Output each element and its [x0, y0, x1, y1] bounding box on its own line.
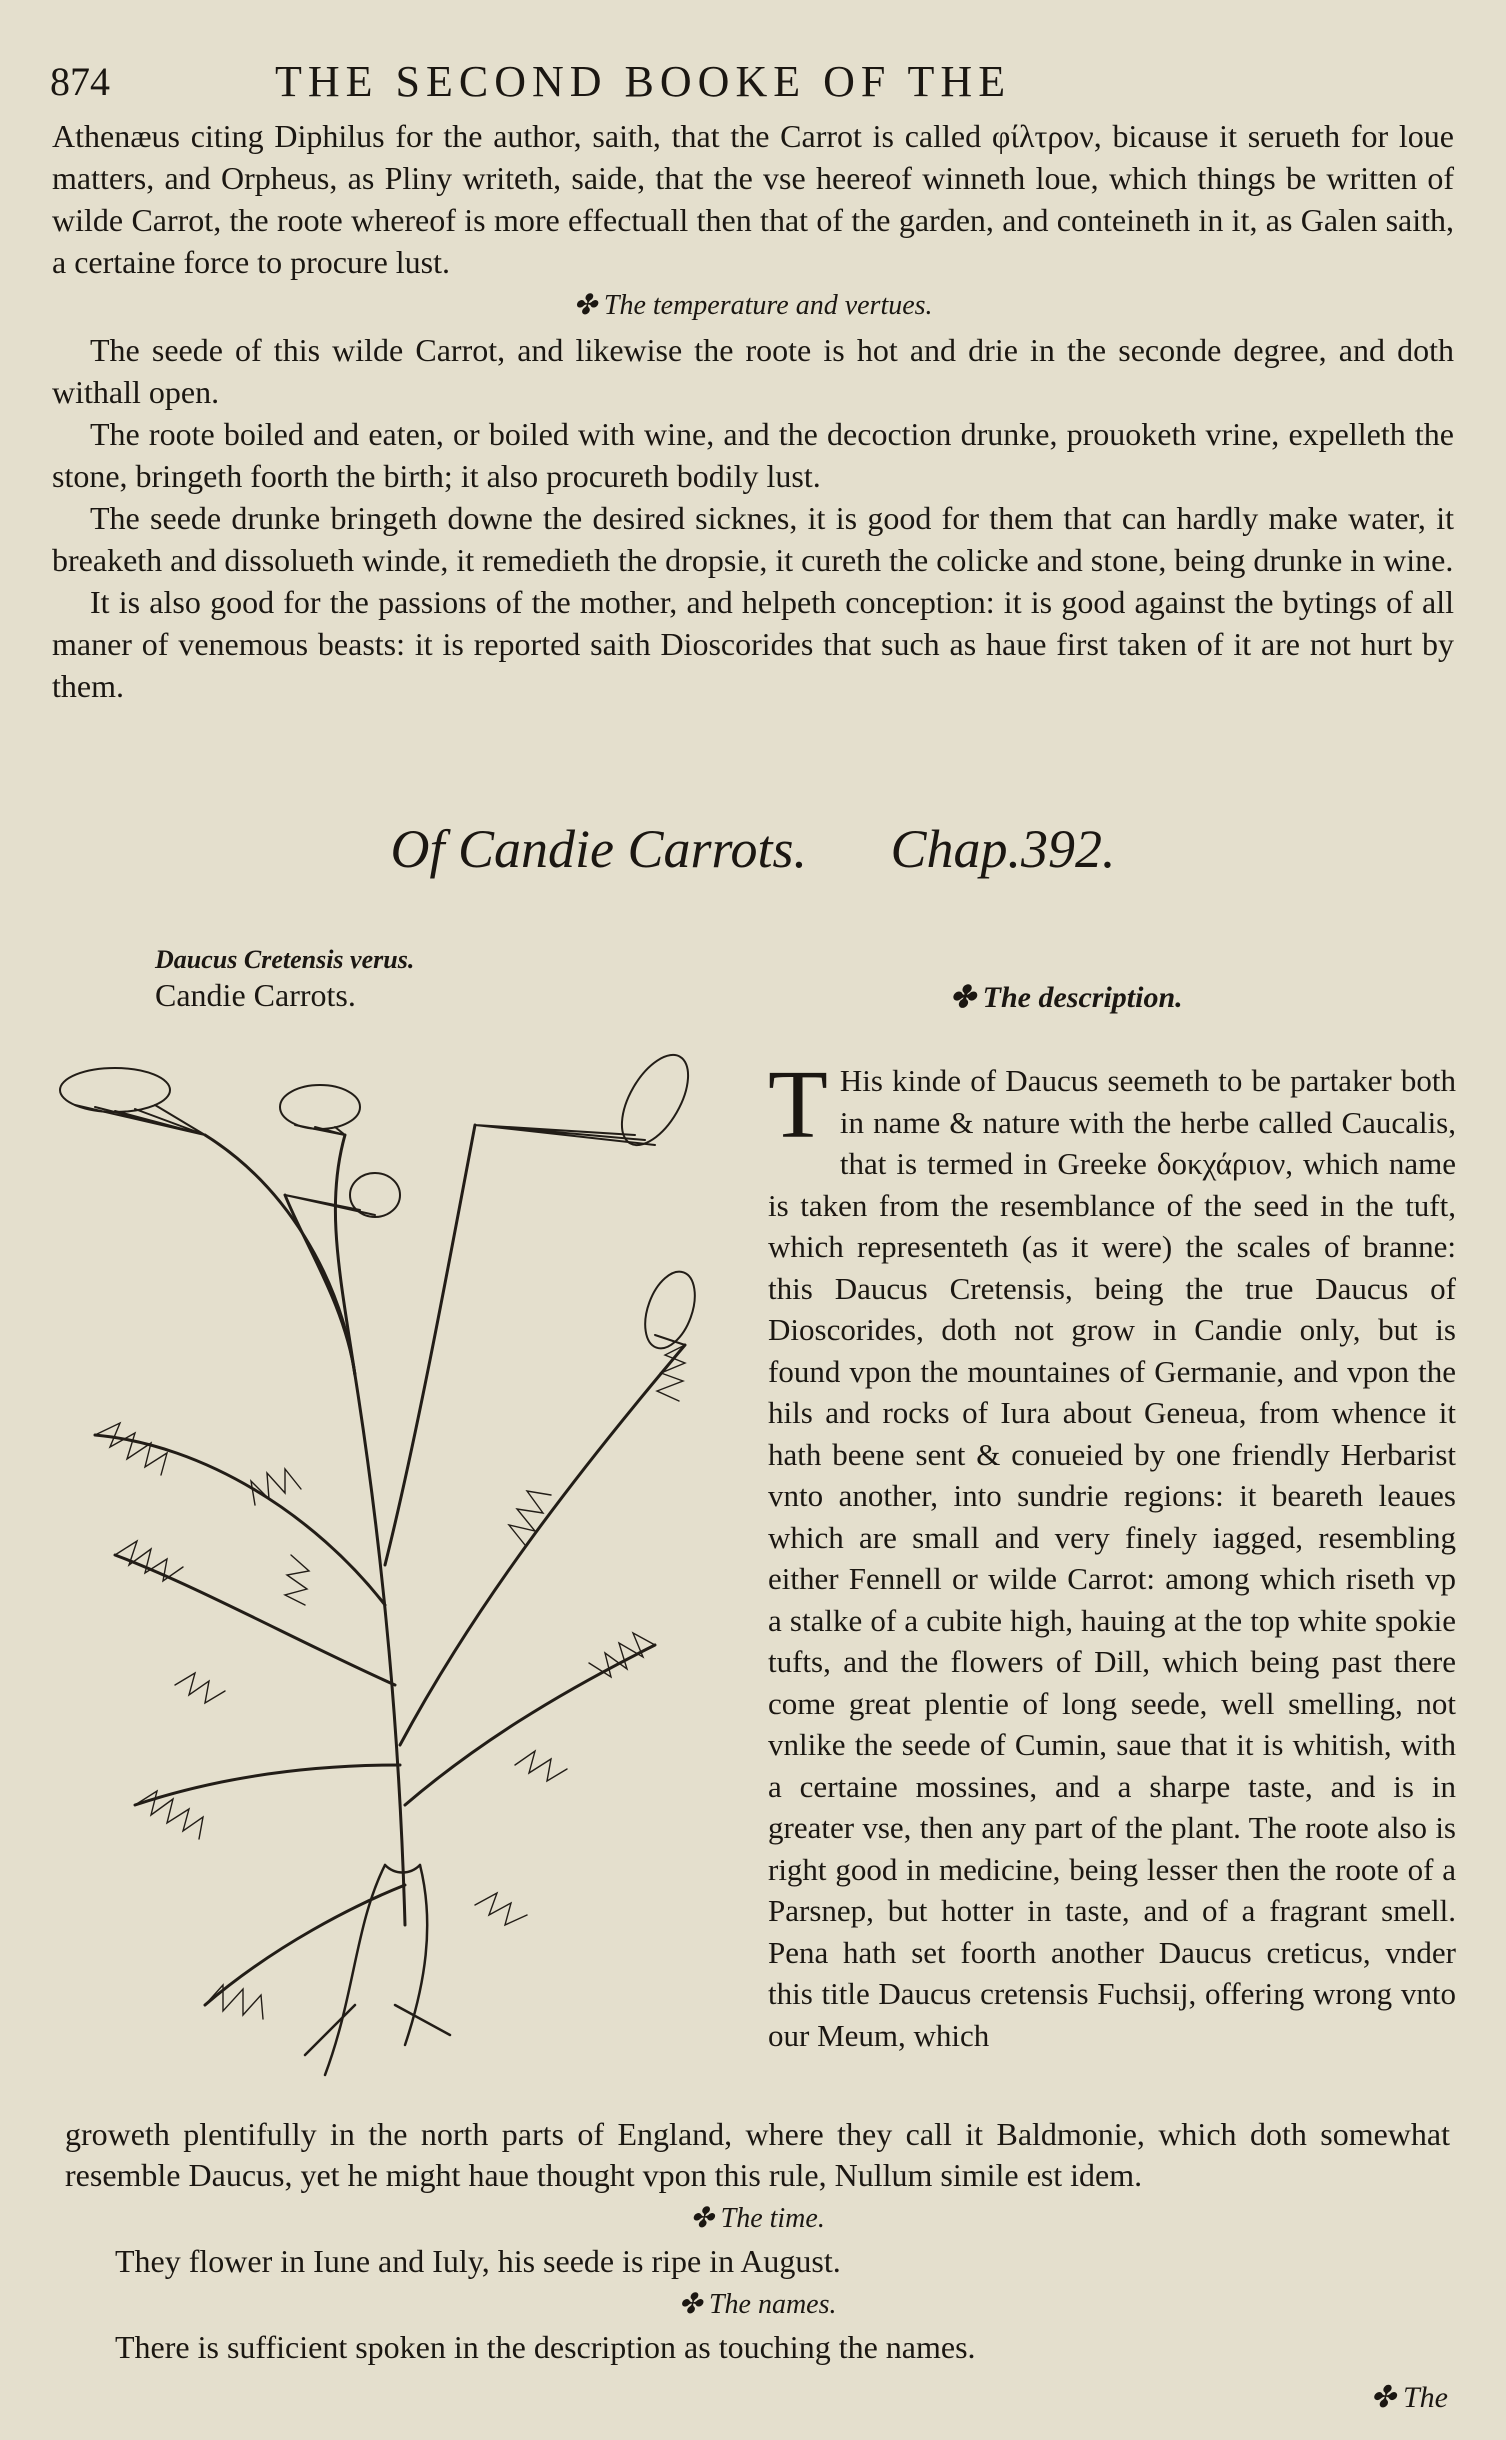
time-heading: ✤ The time.: [690, 2203, 825, 2234]
description-continuation: groweth plentifully in the north parts of England, where they call it Baldmonie, which doth somewhat resemble Daucus, yet he might haue thought vpon this rule, Nullum simile est idem.: [65, 2116, 1450, 2193]
page-header: [50, 50, 1450, 110]
paragraph-2: The roote boiled and eaten, or boiled with wine, and the decoction drunke, prouoketh vrine, expelleth the stone, bringeth foorth the birth; it also procureth bodily lust.: [52, 416, 1454, 494]
top-text-block: [52, 115, 1454, 707]
intro-paragraph: Athenæus citing Diphilus for the author, saith, that the Carrot is called φίλτρον, bicause it serueth for loue matters, and Orpheus, as Pliny writeth, saide, that the vse heereof winneth loue, which things be written of wilde Carrot, the roote whereof is more effectuall then that of the garden, and conteineth in it, as Galen saith, a certaine force to procure lust.: [52, 118, 1454, 280]
names-heading: ✤ The names.: [678, 2289, 837, 2320]
names-text: There is sufficient spoken in the description as touching the names.: [115, 2329, 976, 2365]
paragraph-4: It is also good for the passions of the mother, and helpeth conception: it is good against the bytings of all maner of venemous beasts: it is reported saith Dioscorides that such as haue first taken of it are not hurt by them.: [52, 584, 1454, 704]
running-title: THE SECOND BOOKE OF THE: [275, 57, 1012, 106]
caption-english: Candie Carrots.: [155, 977, 356, 1013]
paragraph-1: The seede of this wilde Carrot, and likewise the roote is hot and drie in the seconde degree, and doth withall open.: [52, 332, 1454, 410]
description-column: [768, 1051, 1456, 2056]
page-number: 874: [50, 59, 110, 104]
chapter-title: Of Candie Carrots.: [390, 819, 808, 879]
time-text: They flower in Iune and Iuly, his seede is ripe in August.: [115, 2243, 841, 2279]
description-text: His kinde of Daucus seemeth to be partaker both in name & nature with the herbe called Caucalis, that is termed in Greeke δοκχάριον, which name is taken from the resemblance of the seed in the tuft, which representeth (as it were) the scales of branne: this Daucus Cretensis, being the true Daucus of Dioscorides, doth not grow in Candie only, but is found vpon the mountaines of Germanie, and vpon the hils and rocks of Iura about Geneua, from whence it hath beene sent & conueied by one friendly Herbarist vnto another, into sundrie regions: it beareth leaues which are small and very finely iagged, resembling either Fennell or wilde Carrot: among which riseth vp a stalke of a cubite high, hauing at the top white spokie tufts, and the flowers of Dill, which being past there come great plentie of long seede, well smelling, not vnlike the seede of Cumin, saue that it is whitish, with a certaine mossines, and a sharpe taste, and is in greater vse, then any part of the plant. The roote also is right good in medicine, being lesser then the roote of a Parsnep, but hotter in taste, and of a fragrant smell. Pena hath set foorth another Daucus creticus, vnder this title Daucus cretensis Fuchsij, offering wrong vnto our Meum, which: [768, 1063, 1456, 2053]
paragraph-3: The seede drunke bringeth downe the desired sicknes, it is good for them that can hardly make water, it breaketh and dissolueth winde, it remedieth the dropsie, it cureth the colicke and stone, being drunke in wine.: [52, 500, 1454, 578]
plant-stems: [95, 1125, 685, 2005]
caption-latin: Daucus Cretensis verus.: [155, 945, 415, 974]
figure-caption: [155, 945, 414, 1015]
umbels: [60, 1045, 704, 1355]
drop-capital: T: [768, 1051, 828, 1159]
chapter-heading: [0, 818, 1506, 880]
candie-carrot-woodcut: [55, 1045, 715, 2085]
description-heading: ✤ The description.: [950, 981, 1183, 1014]
catchword: ✤ The: [1370, 2381, 1448, 2414]
bottom-text-block: [65, 2114, 1450, 2368]
temperature-heading: ✤ The temperature and vertues.: [573, 290, 933, 321]
chapter-number: Chap.392.: [890, 819, 1116, 879]
